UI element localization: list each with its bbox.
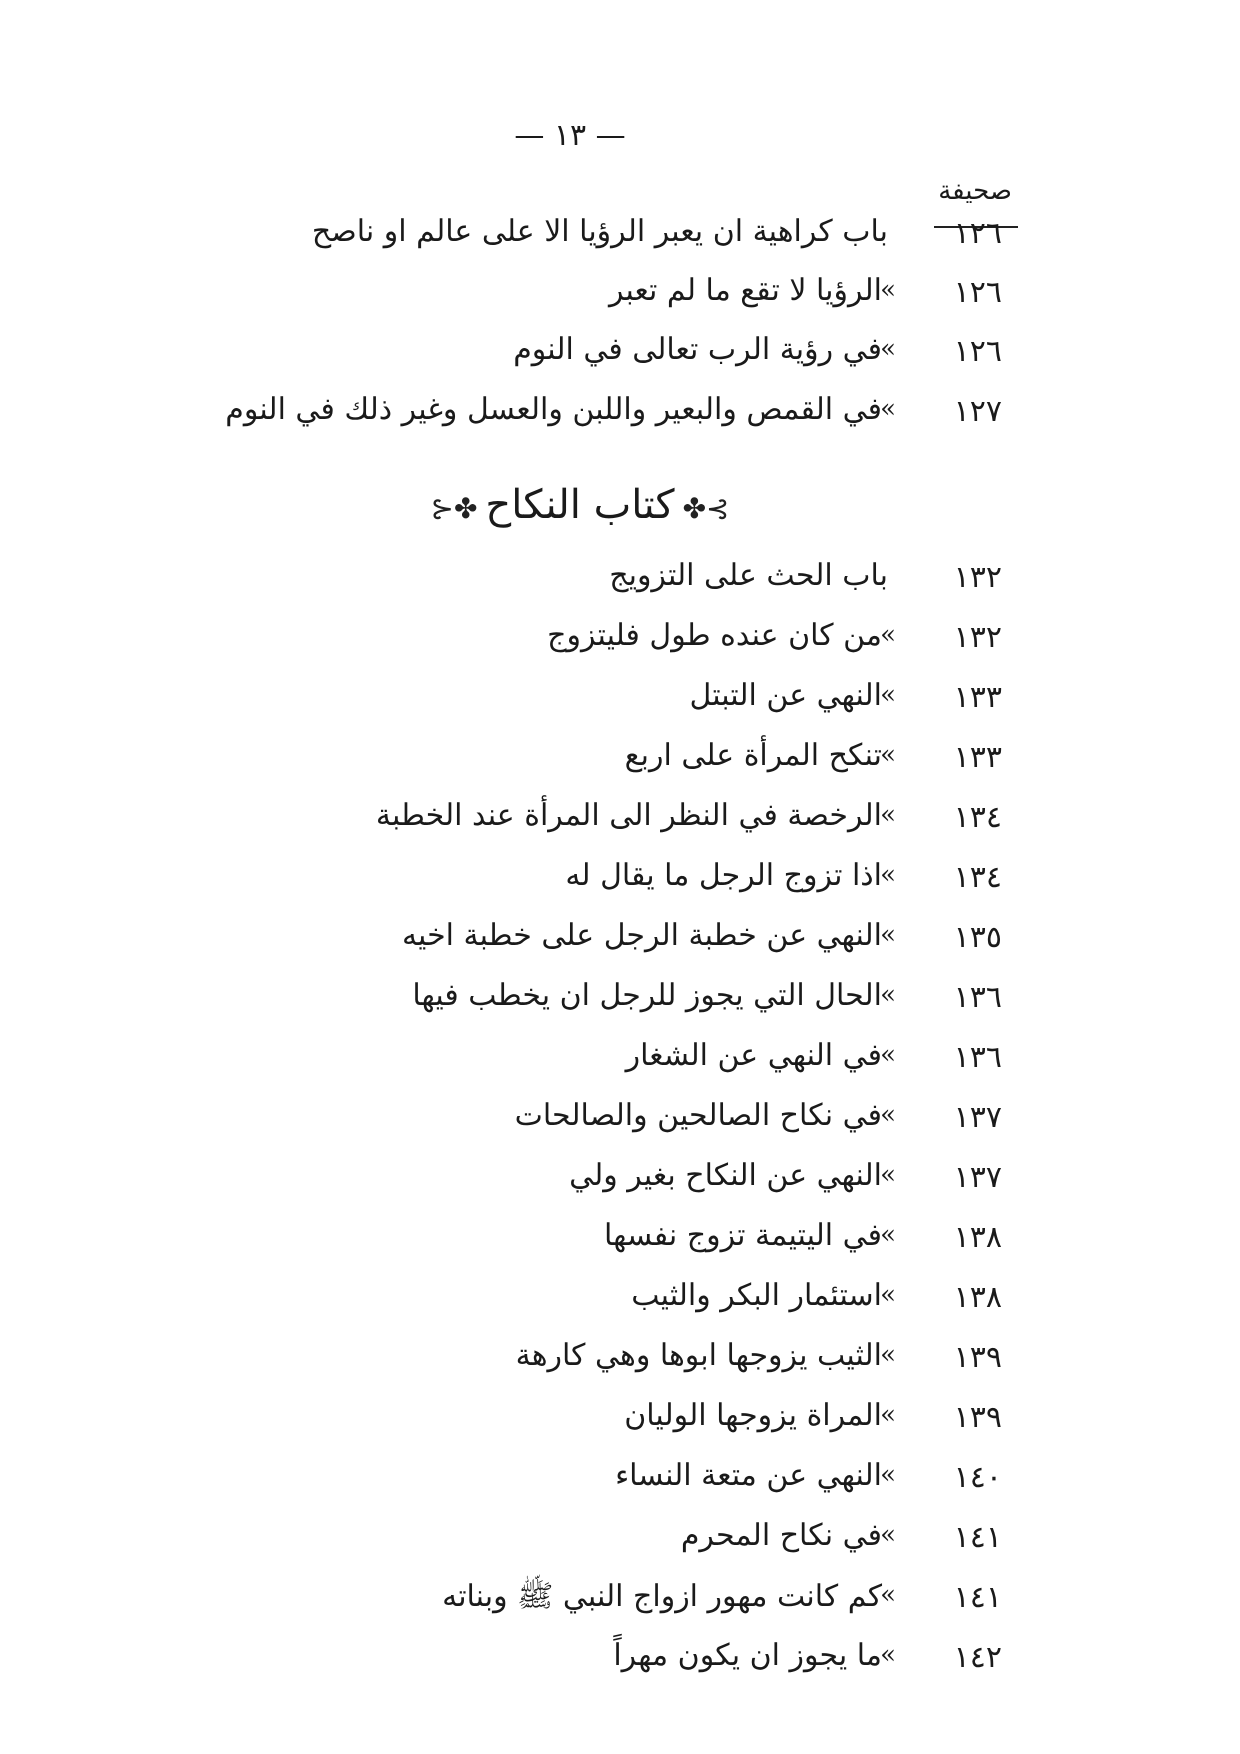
section-heading-text: كتاب النكاح: [485, 482, 675, 528]
entry-title: اذا تزوج الرجل ما يقال له: [565, 858, 882, 893]
ditto-mark: »: [880, 1460, 896, 1490]
entry-page-number: ١٢٦: [953, 334, 1002, 369]
toc-entry: [0, 1090, 1240, 1150]
entry-page-number: ١٣٢: [953, 560, 1002, 595]
ditto-mark: »: [880, 1220, 896, 1250]
entry-title: النهي عن خطبة الرجل على خطبة اخيه: [401, 918, 882, 953]
entry-page-number: ١٣٨: [953, 1220, 1002, 1255]
toc-entry: [0, 1330, 1240, 1390]
entry-title: النهي عن النكاح بغير ولي: [569, 1158, 882, 1193]
ditto-mark: »: [880, 334, 896, 364]
entry-title: في نكاح المحرم: [680, 1518, 882, 1553]
ditto-mark: »: [880, 275, 896, 305]
toc-entry: [0, 1210, 1240, 1270]
ditto-mark: »: [880, 1280, 896, 1310]
entry-page-number: ١٤٠: [953, 1460, 1002, 1495]
entry-title: في نكاح الصالحين والصالحات: [514, 1098, 882, 1133]
ditto-mark: »: [880, 1040, 896, 1070]
toc-entry: [0, 265, 1240, 325]
entry-title: المراة يزوجها الوليان: [624, 1398, 882, 1433]
ditto-mark: »: [880, 800, 896, 830]
toc-entry: [0, 910, 1240, 970]
ditto-mark: »: [880, 1520, 896, 1550]
entry-page-number: ١٢٧: [953, 394, 1002, 429]
ditto-mark: »: [880, 980, 896, 1010]
entry-title: باب كراهية ان يعبر الرؤيا الا على عالم او ناصح: [311, 214, 888, 249]
entry-title: الرؤيا لا تقع ما لم تعبر: [608, 273, 882, 308]
toc-entry: [0, 206, 1240, 266]
entry-page-number: ١٣٧: [953, 1160, 1002, 1195]
toc-entry: [0, 1510, 1240, 1570]
page-number: — ١٣ —: [514, 118, 626, 153]
ditto-mark: »: [880, 394, 896, 424]
entry-title: الحال التي يجوز للرجل ان يخطب فيها: [412, 978, 882, 1013]
ditto-mark: »: [880, 740, 896, 770]
entry-title: النهي عن التبتل: [689, 678, 882, 713]
toc-entry: [0, 1570, 1240, 1630]
entry-title: تنكح المرأة على اربع: [624, 738, 882, 773]
entry-title: من كان عنده طول فليتزوج: [547, 618, 882, 653]
entry-title: في اليتيمة تزوج نفسها: [603, 1218, 882, 1253]
entry-page-number: ١٤١: [953, 1580, 1002, 1615]
entry-page-number: ١٣٤: [953, 800, 1002, 835]
entry-title: ما يجوز ان يكون مهراً: [613, 1638, 882, 1673]
ditto-mark: »: [880, 1400, 896, 1430]
toc-entry: [0, 1150, 1240, 1210]
toc-entry: [0, 384, 1240, 444]
entry-title: كم كانت مهور ازواج النبي ﷺ وبناته: [442, 1579, 882, 1614]
ornament-icon: ⊱✤: [682, 492, 730, 525]
entry-page-number: ١٢٦: [953, 275, 1002, 310]
entry-page-number: ١٣٣: [953, 740, 1002, 775]
ditto-mark: »: [880, 920, 896, 950]
toc-entry: [0, 790, 1240, 850]
toc-entry: [0, 1450, 1240, 1510]
toc-entry: [0, 670, 1240, 730]
entry-page-number: ١٣٦: [953, 980, 1002, 1015]
entry-page-number: ١٣٤: [953, 860, 1002, 895]
toc-entry: [0, 970, 1240, 1030]
entry-page-number: ١٣٢: [953, 620, 1002, 655]
toc-entry: [0, 1030, 1240, 1090]
ditto-mark: »: [880, 680, 896, 710]
entry-title: في النهي عن الشغار: [625, 1038, 882, 1073]
entry-title: الرخصة في النظر الى المرأة عند الخطبة: [375, 798, 882, 833]
toc-entry: [0, 324, 1240, 384]
ornament-icon: ✤⊰: [430, 492, 478, 525]
toc-entry: [0, 1630, 1240, 1690]
ditto-mark: »: [880, 620, 896, 650]
toc-entry: [0, 850, 1240, 910]
ditto-mark: »: [880, 1340, 896, 1370]
entry-page-number: ١٣٨: [953, 1280, 1002, 1315]
section-heading: [330, 482, 830, 528]
entry-page-number: ١٤٢: [953, 1640, 1002, 1675]
entry-title: في رؤية الرب تعالى في النوم: [513, 332, 882, 367]
entry-title: النهي عن متعة النساء: [615, 1458, 882, 1493]
ditto-mark: »: [880, 1100, 896, 1130]
ditto-mark: »: [880, 1580, 896, 1610]
entry-title: باب الحث على التزويج: [609, 558, 888, 593]
entry-title: استئمار البكر والثيب: [631, 1278, 882, 1313]
ditto-mark: »: [880, 1160, 896, 1190]
entry-page-number: ١٢٦: [953, 216, 1002, 251]
toc-entry: [0, 550, 1240, 610]
toc-entry: [0, 610, 1240, 670]
entry-page-number: ١٣٩: [953, 1340, 1002, 1375]
page-column-header: صحيفة: [938, 176, 1012, 206]
entry-page-number: ١٣٦: [953, 1040, 1002, 1075]
entry-page-number: ١٣٧: [953, 1100, 1002, 1135]
toc-entry: [0, 1270, 1240, 1330]
entry-title: في القمص والبعير واللبن والعسل وغير ذلك في النوم: [225, 392, 882, 427]
entry-page-number: ١٤١: [953, 1520, 1002, 1555]
entry-page-number: ١٣٩: [953, 1400, 1002, 1435]
ditto-mark: »: [880, 860, 896, 890]
ditto-mark: »: [880, 1640, 896, 1670]
entry-title: الثيب يزوجها ابوها وهي كارهة: [515, 1338, 882, 1373]
toc-entry: [0, 1390, 1240, 1450]
entry-page-number: ١٣٥: [953, 920, 1002, 955]
toc-entry: [0, 730, 1240, 790]
entry-page-number: ١٣٣: [953, 680, 1002, 715]
